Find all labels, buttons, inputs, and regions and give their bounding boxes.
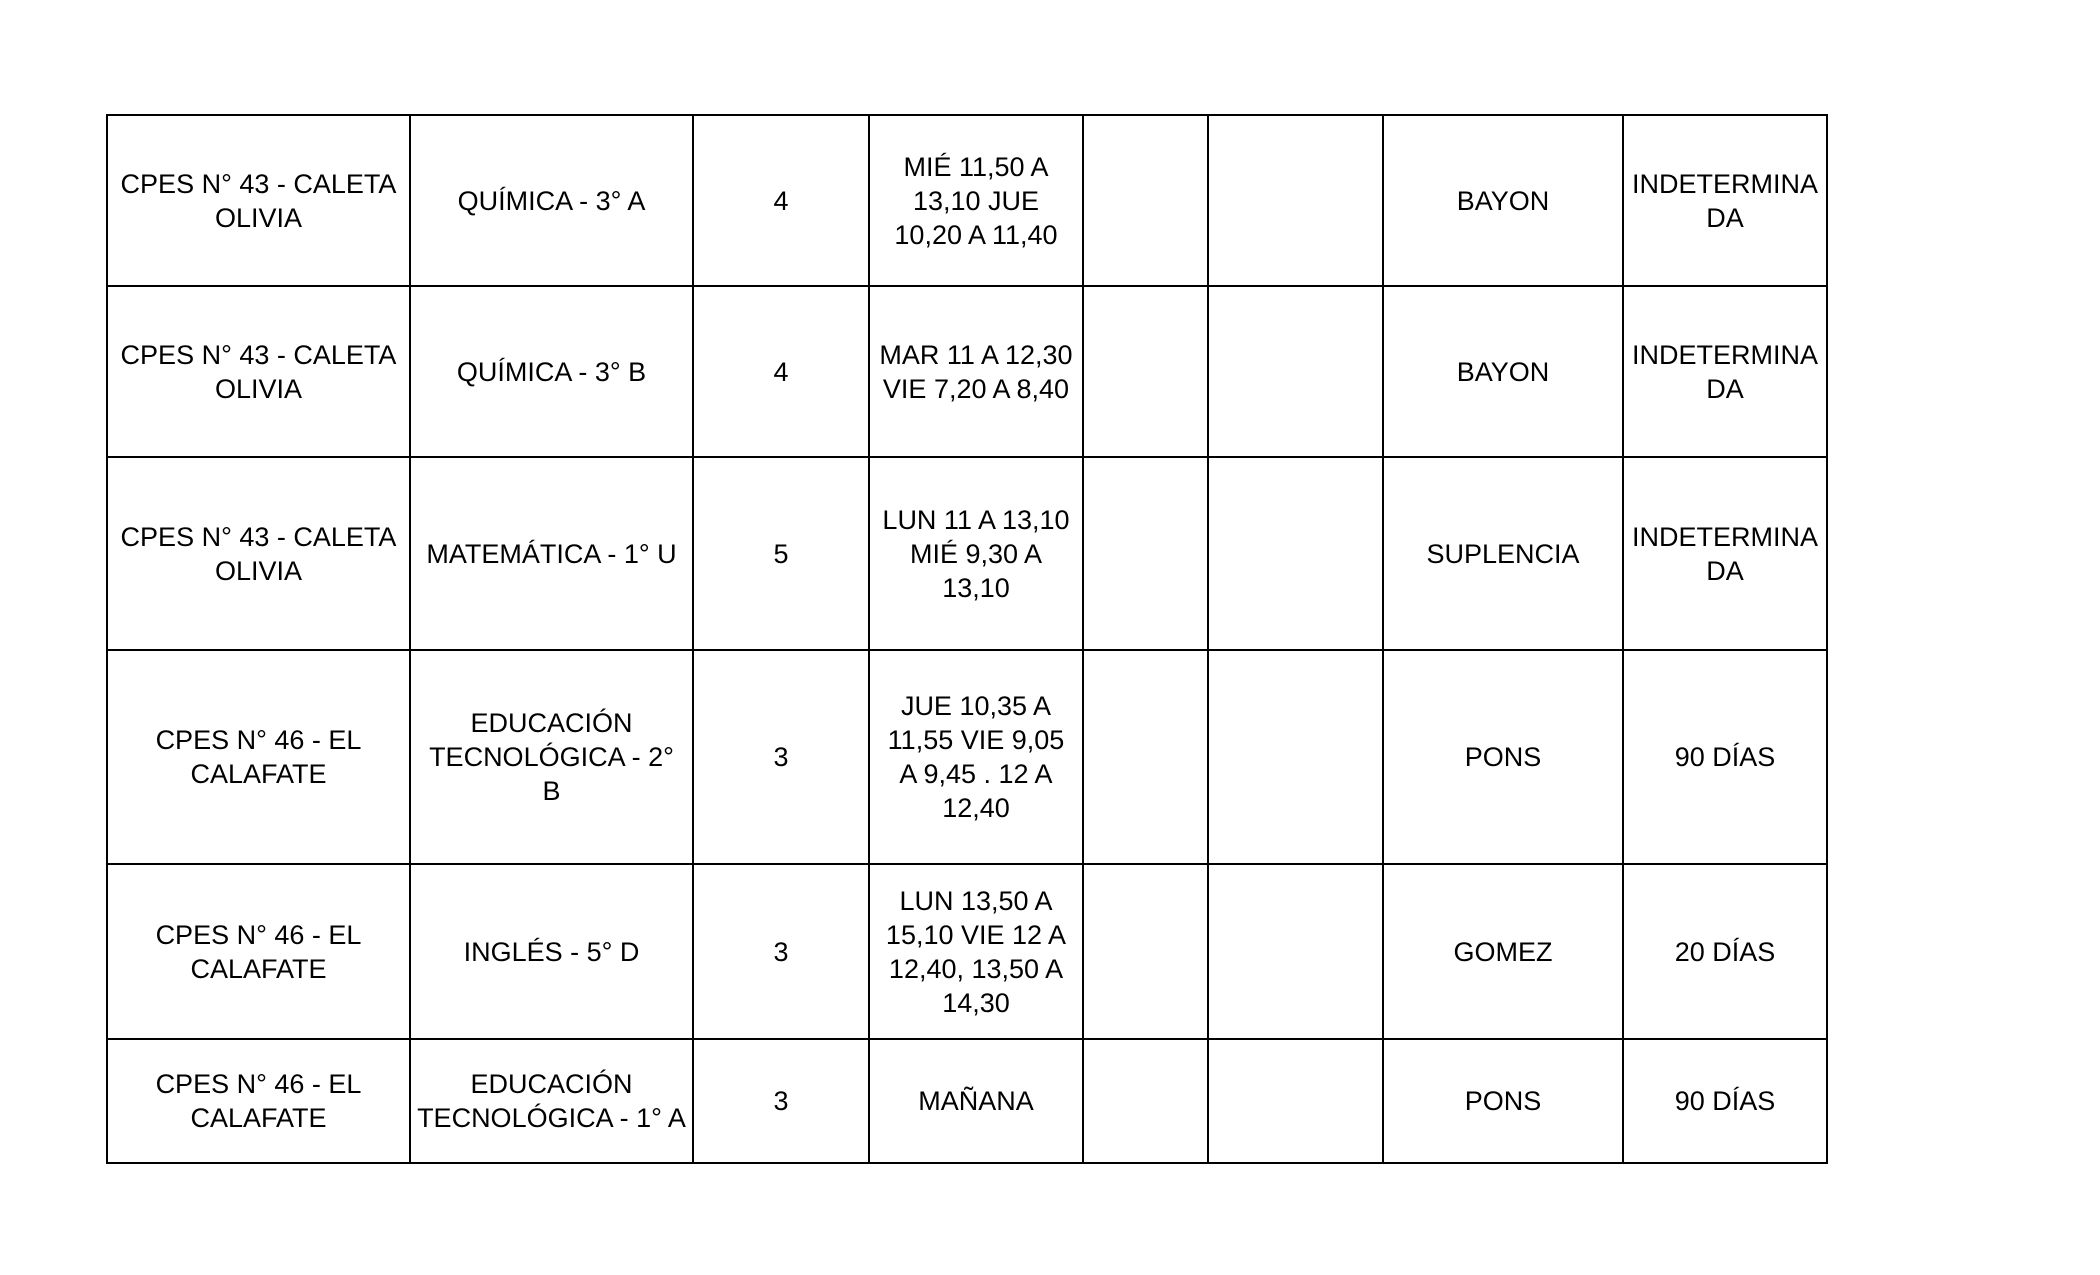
empty-cell xyxy=(1208,115,1383,286)
subject-cell: EDUCACIÓN TECNOLÓGICA - 2° B xyxy=(410,650,693,864)
empty-cell xyxy=(1208,286,1383,457)
school-cell: CPES N° 43 - CALETA OLIVIA xyxy=(107,457,410,650)
subject-cell: EDUCACIÓN TECNOLÓGICA - 1° A xyxy=(410,1039,693,1163)
duration-cell: INDETERMINADA xyxy=(1623,457,1827,650)
schedule-cell: LUN 13,50 A 15,10 VIE 12 A 12,40, 13,50 A 14,30 xyxy=(869,864,1083,1039)
reason-cell: PONS xyxy=(1383,650,1623,864)
empty-cell xyxy=(1083,864,1208,1039)
reason-cell: BAYON xyxy=(1383,115,1623,286)
empty-cell xyxy=(1083,650,1208,864)
table-row xyxy=(107,650,1827,864)
table-row xyxy=(107,115,1827,286)
empty-cell xyxy=(1208,457,1383,650)
hours-cell: 4 xyxy=(693,286,869,457)
table-row xyxy=(107,286,1827,457)
school-cell: CPES N° 43 - CALETA OLIVIA xyxy=(107,115,410,286)
duration-cell: 90 DÍAS xyxy=(1623,650,1827,864)
schedule-cell: MIÉ 11,50 A 13,10 JUE 10,20 A 11,40 xyxy=(869,115,1083,286)
school-cell: CPES N° 46 - EL CALAFATE xyxy=(107,864,410,1039)
hours-cell: 4 xyxy=(693,115,869,286)
reason-cell: SUPLENCIA xyxy=(1383,457,1623,650)
reason-cell: BAYON xyxy=(1383,286,1623,457)
empty-cell xyxy=(1083,457,1208,650)
table-row xyxy=(107,864,1827,1039)
hours-cell: 5 xyxy=(693,457,869,650)
subject-cell: QUÍMICA - 3° B xyxy=(410,286,693,457)
duration-cell: INDETERMINADA xyxy=(1623,115,1827,286)
school-cell: CPES N° 46 - EL CALAFATE xyxy=(107,1039,410,1163)
schedule-cell: MAR 11 A 12,30 VIE 7,20 A 8,40 xyxy=(869,286,1083,457)
empty-cell xyxy=(1083,1039,1208,1163)
duration-cell: INDETERMINADA xyxy=(1623,286,1827,457)
empty-cell xyxy=(1083,286,1208,457)
hours-cell: 3 xyxy=(693,650,869,864)
reason-cell: PONS xyxy=(1383,1039,1623,1163)
subject-cell: QUÍMICA - 3° A xyxy=(410,115,693,286)
empty-cell xyxy=(1208,864,1383,1039)
duration-cell: 20 DÍAS xyxy=(1623,864,1827,1039)
hours-cell: 3 xyxy=(693,1039,869,1163)
subject-cell: MATEMÁTICA - 1° U xyxy=(410,457,693,650)
empty-cell xyxy=(1208,650,1383,864)
empty-cell xyxy=(1208,1039,1383,1163)
table-row xyxy=(107,1039,1827,1163)
school-cell: CPES N° 46 - EL CALAFATE xyxy=(107,650,410,864)
schedule-cell: MAÑANA xyxy=(869,1039,1083,1163)
hours-cell: 3 xyxy=(693,864,869,1039)
reason-cell: GOMEZ xyxy=(1383,864,1623,1039)
empty-cell xyxy=(1083,115,1208,286)
schedule-cell: JUE 10,35 A 11,55 VIE 9,05 A 9,45 . 12 A 12,40 xyxy=(869,650,1083,864)
vacancy-table xyxy=(106,114,1828,1164)
table-row xyxy=(107,457,1827,650)
school-cell: CPES N° 43 - CALETA OLIVIA xyxy=(107,286,410,457)
schedule-cell: LUN 11 A 13,10 MIÉ 9,30 A 13,10 xyxy=(869,457,1083,650)
duration-cell: 90 DÍAS xyxy=(1623,1039,1827,1163)
subject-cell: INGLÉS - 5° D xyxy=(410,864,693,1039)
